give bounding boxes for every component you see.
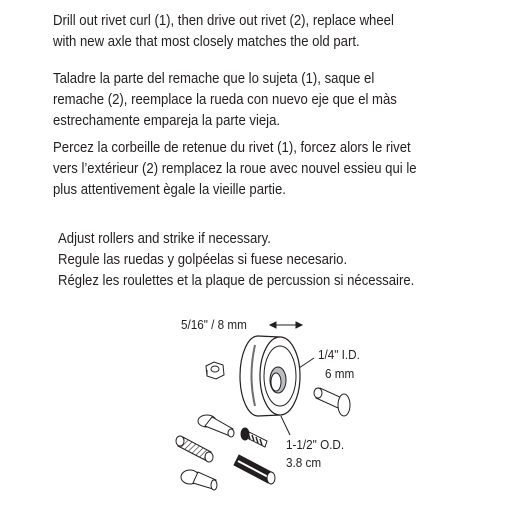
hex-nut-icon <box>206 362 224 379</box>
rivet-icon <box>198 415 234 437</box>
inner-diameter-label: 1/4" I.D. <box>318 347 360 362</box>
wheel-icon <box>240 336 300 416</box>
outer-diameter-metric-label: 3.8 cm <box>286 455 322 470</box>
width-dimension-label: 5/16" / 8 mm <box>181 317 247 332</box>
outer-diameter-label: 1-1/2" O.D. <box>286 437 345 452</box>
text-line: Adjust rollers and strike if necessary. <box>58 231 271 247</box>
width-dimension-arrow <box>270 322 302 328</box>
text-line: vers l’extérieur (2) remplacez la roue avec nouvel essieu qui le <box>53 161 417 177</box>
axle-bolt-icon <box>314 388 350 416</box>
text-line: plus attentivement ègale la vieille partie. <box>53 182 286 198</box>
text-line: Taladre la parte del remache que lo sujeta (1), saque el <box>53 71 375 87</box>
text-line: remache (2), reemplace la rueda con nuevo eje que el màs <box>53 92 397 108</box>
text-line: with new axle that most closely matches the old part. <box>53 34 360 50</box>
sleeve-icon <box>234 455 275 484</box>
inner-diameter-metric-label: 6 mm <box>325 366 355 381</box>
screw-icon <box>241 428 267 447</box>
text-line: Percez la corbeille de retenue du rivet (1), forcez alors le rivet <box>53 140 411 156</box>
text-line: Regule las ruedas y golpéelas si fuese necesario. <box>58 252 348 268</box>
text-line: Drill out rivet curl (1), then drive out rivet (2), replace wheel <box>53 13 394 29</box>
knurled-pin-icon <box>176 436 213 462</box>
text-line: Réglez les roulettes et la plaque de percussion si nécessaire. <box>58 273 415 289</box>
text-line: estrechamente empareja la parte vieja. <box>53 113 281 129</box>
small-rivet-icon <box>181 470 217 490</box>
